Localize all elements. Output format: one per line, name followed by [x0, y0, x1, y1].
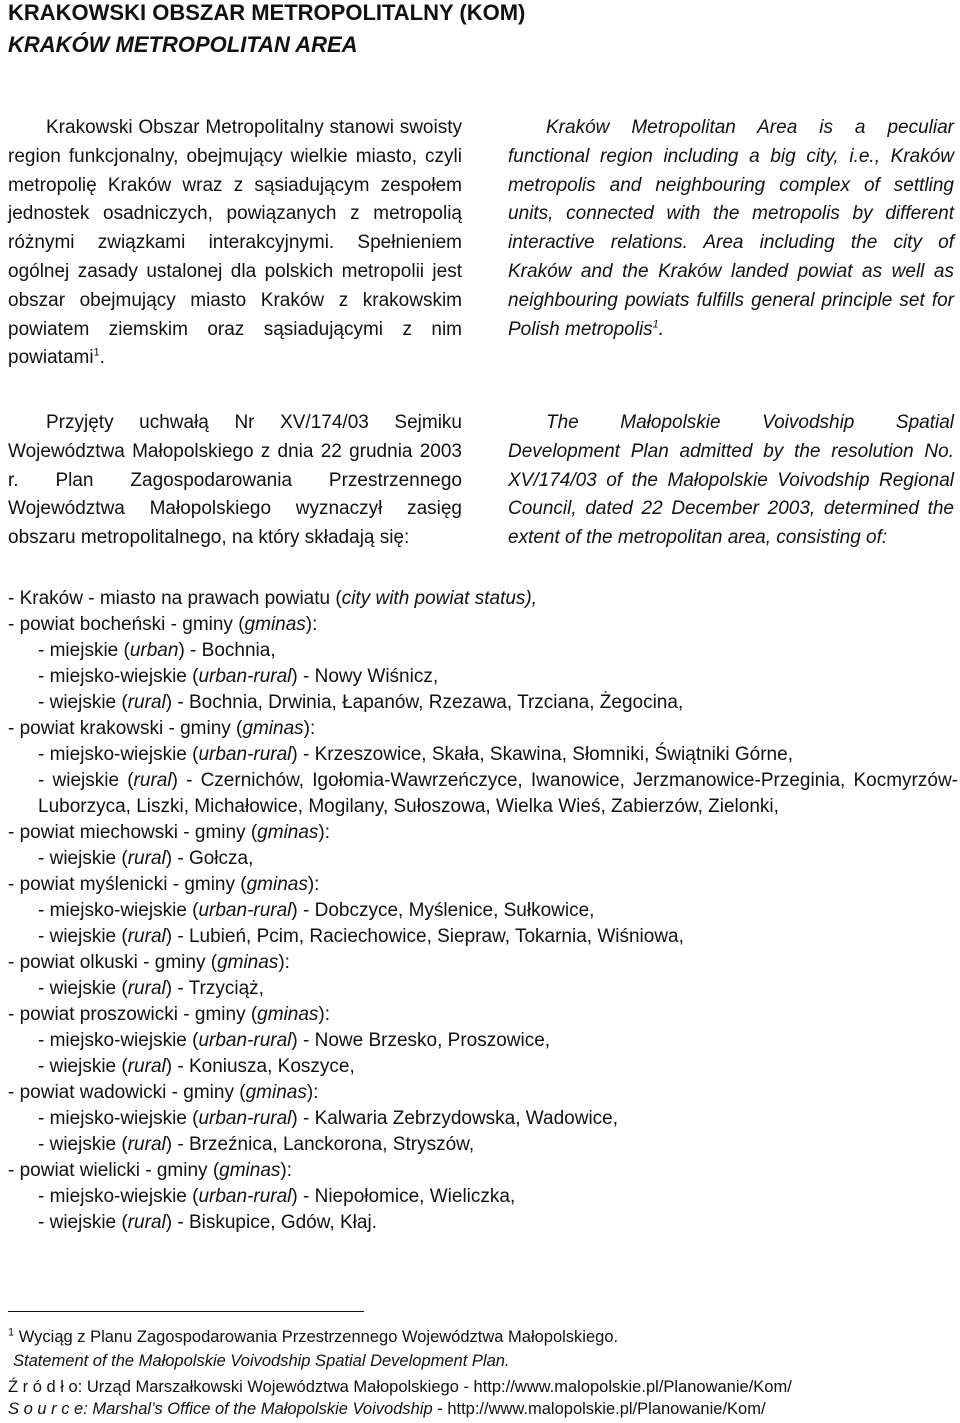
list-item: - powiat wielicki - gminy (gminas): — [8, 1160, 293, 1181]
plan-pl-text: Przyjęty uchwałą Nr XV/174/03 Sejmiku Województwa Małopolskiego z dnia 22 grudnia 2003 r. Plan Zagospodarowania Przestrzennego Województwa Małopolskiego wyznaczył zasięg obszaru metropolitalnego, na który składają się: — [8, 412, 462, 549]
list-item: - wiejskie (rural) - Czernichów, Igołomia-Wawrzeńczyce, Iwanowice, Jerzmanowice-Przeginia, Kocmyrzów-Luborzyca, Liszki, Michałowice, Mogilany, Sułoszowa, Wielka Wieś, Zabierzów, Zielonki, — [38, 770, 959, 817]
intro-en-text: Kraków Metropolitan Area is a peculiar functional region including a big city, i.e., Kraków metropolis and neighbouring complex of settling units, connected with the metropolis by different interactive relations. Area including the city of Kraków and the Kraków landed powiat as well as neighbouring powiats fulfills general principle set for Polish metropolis — [508, 117, 954, 340]
source-en-label: S o u r c e: — [8, 1400, 88, 1418]
page-title: KRAKOWSKI OBSZAR METROPOLITALNY (KOM) — [8, 0, 526, 25]
intro-pl-period: . — [99, 347, 105, 369]
list-item: - miejskie (urban) - Bochnia, — [38, 640, 276, 661]
list-item: - wiejskie (rural) - Lubień, Pcim, Raciechowice, Siepraw, Tokarnia, Wiśniowa, — [38, 926, 684, 947]
intro-en — [508, 114, 954, 344]
list-item: - powiat bocheński - gminy (gminas): — [8, 614, 318, 635]
list-item: - powiat wadowicki - gminy (gminas): — [8, 1082, 319, 1103]
intro-en-period: . — [658, 318, 665, 340]
source-en-text: Marshal’s Office of the Małopolskie Voivodship — [92, 1400, 433, 1418]
footnote-en: Statement of the Małopolskie Voivodship Spatial Development Plan. — [13, 1352, 510, 1370]
intro-pl-text: Krakowski Obszar Metropolitalny stanowi swoisty region funkcjonalny, obejmujący wielkie miasto, czyli metropolię Kraków wraz z sąsiadującym zespołem jednostek osadniczych, powiązanych z metropolią różnymi związkami interakcyjnymi. Spełnieniem ogólnej zasady ustalonej dla polskich metropolii jest obszar obejmujący miasto Kraków z krakowskim powiatem ziemskim oraz sąsiadującymi z nim powiatami — [8, 117, 462, 369]
list-item: - wiejskie (rural) - Bochnia, Drwinia, Łapanów, Rzezawa, Trzciana, Żegocina, — [38, 692, 684, 713]
list-item: - wiejskie (rural) - Biskupice, Gdów, Kłaj. — [38, 1212, 377, 1233]
plan-en — [508, 409, 954, 553]
list-item: - Kraków - miasto na prawach powiatu (city with powiat status), — [8, 588, 538, 609]
list-item: - miejsko-wiejskie (urban-rural) - Nowy Wiśnicz, — [38, 666, 439, 687]
list-item: - miejsko-wiejskie (urban-rural) - Nowe Brzesko, Proszowice, — [38, 1030, 551, 1051]
footnote-mark: 1 — [8, 1326, 15, 1339]
source-en-url: - http://www.malopolskie.pl/Planowanie/Kom/ — [437, 1400, 766, 1418]
list-item: - powiat olkuski - gminy (gminas): — [8, 952, 290, 973]
footnote-pl: $^1$ Wyciąg z Planu Zagospodarowania Przestrzennego Województwa Małopolskiego. — [8, 1326, 619, 1346]
list-item: - powiat proszowicki - gminy (gminas): — [8, 1004, 331, 1025]
list-item: - miejsko-wiejskie (urban-rural) - Niepołomice, Wieliczka, — [38, 1186, 516, 1207]
source-en — [8, 1398, 766, 1420]
list-item: - wiejskie (rural) - Brzeźnica, Lanckorona, Stryszów, — [38, 1134, 475, 1155]
municipality-list — [8, 586, 958, 1236]
page-subtitle: KRAKÓW METROPOLITAN AREA — [8, 32, 358, 57]
list-item: - wiejskie (rural) - Trzyciąż, — [38, 978, 264, 999]
list-item: - wiejskie (rural) - Gołcza, — [38, 848, 254, 869]
plan-en-text: The Małopolskie Voivodship Spatial Development Plan admitted by the resolution No. XV/174/03 of the Małopolskie Voivodship Regional Council, dated 22 December 2003, determined the extent of the metropolitan area, consisting of: — [508, 412, 954, 549]
list-item: - miejsko-wiejskie (urban-rural) - Kalwaria Zebrzydowska, Wadowice, — [38, 1108, 619, 1129]
footnote-divider — [8, 1311, 364, 1312]
list-item: - wiejskie (rural) - Koniusza, Koszyce, — [38, 1056, 355, 1077]
list-item: - miejsko-wiejskie (urban-rural) - Krzeszowice, Skała, Skawina, Słomniki, Świątniki Górne, — [38, 744, 793, 765]
footnote-ref: 1 — [93, 347, 100, 360]
footnote-ref: 1 — [652, 318, 659, 331]
list-item: - powiat myślenicki - gminy (gminas): — [8, 874, 320, 895]
source-pl-label: Ź r ó d ł o: — [8, 1378, 83, 1396]
list-item: - powiat miechowski - gminy (gminas): — [8, 822, 331, 843]
list-item: - powiat krakowski - gminy (gminas): — [8, 718, 316, 739]
list-item: - miejsko-wiejskie (urban-rural) - Dobczyce, Myślenice, Sułkowice, — [38, 900, 595, 921]
source-pl-text: Urząd Marszałkowski Województwa Małopolskiego - http://www.malopolskie.pl/Planowanie/Kom/ — [86, 1378, 792, 1396]
plan-pl — [8, 409, 462, 553]
source-pl — [8, 1376, 792, 1398]
intro-pl — [8, 114, 462, 373]
